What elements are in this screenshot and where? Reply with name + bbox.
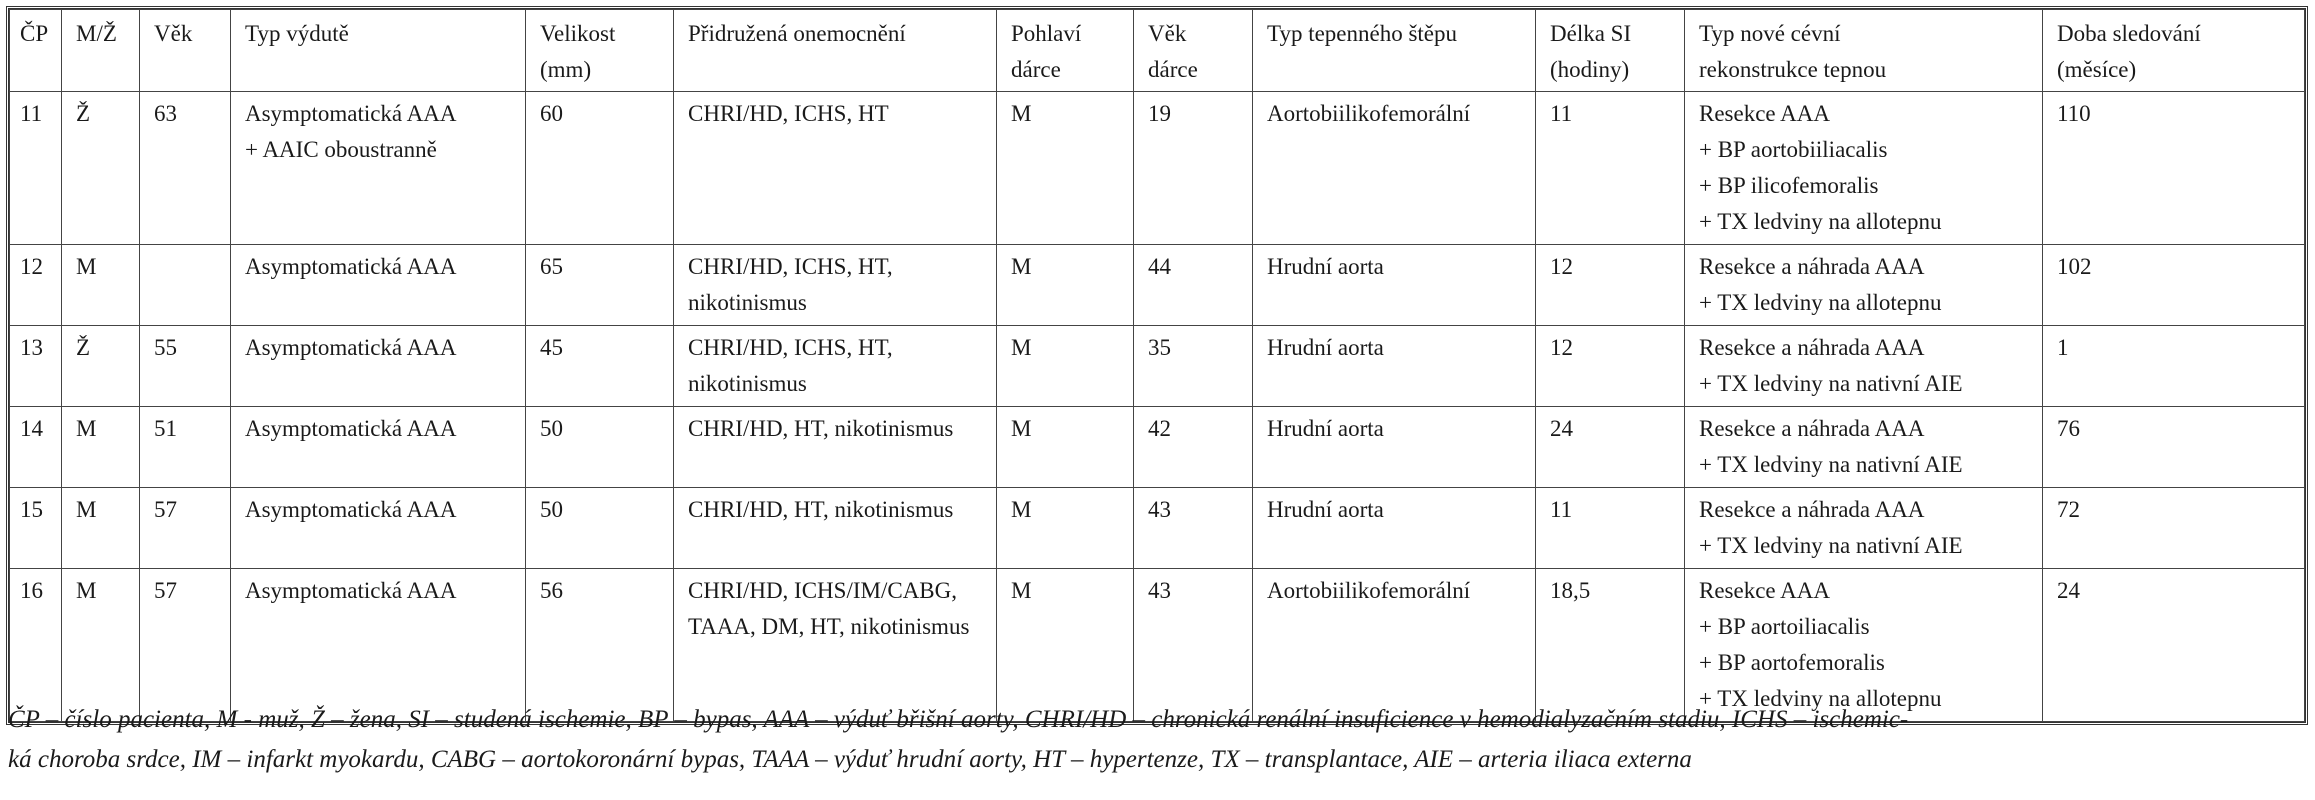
header-onemocneni — [674, 10, 997, 92]
cell-cold-ischemia-value: 24 — [1550, 416, 1573, 441]
header-vek-darce-line: Věk — [1148, 21, 1187, 46]
cell-cp-value: 11 — [20, 101, 43, 126]
cell-reconstruction — [1685, 407, 2043, 488]
cell-reconstruction-line: + TX ledviny na nativní AIE — [1699, 452, 1963, 477]
header-mz — [62, 10, 140, 92]
cell-comorbidities-line: CHRI/HD, ICHS, HT — [688, 101, 889, 126]
cell-sex-value: M — [76, 254, 97, 279]
cell-age — [140, 569, 231, 722]
cell-cp-value: 15 — [20, 497, 43, 522]
cell-graft-type-value: Hrudní aorta — [1267, 335, 1384, 360]
cell-comorbidities — [674, 569, 997, 722]
cell-reconstruction-line: + TX ledviny na allotepnu — [1699, 290, 1942, 315]
cell-age — [140, 407, 231, 488]
cell-size-value: 50 — [540, 497, 563, 522]
cell-aneurysm-type — [231, 326, 526, 407]
header-doba-sledovani-line: (měsíce) — [2057, 57, 2137, 82]
cell-sex-value: M — [76, 497, 97, 522]
cell-reconstruction-line: + TX ledviny na allotepnu — [1699, 209, 1942, 234]
cell-sex — [62, 569, 140, 722]
header-typ-vydute-line: Typ výdutě — [245, 21, 349, 46]
cell-cold-ischemia — [1536, 245, 1685, 326]
cell-age-value: 51 — [154, 416, 177, 441]
cell-cold-ischemia-value: 11 — [1550, 497, 1573, 522]
cell-size-value: 45 — [540, 335, 563, 360]
cell-reconstruction-line: + TX ledviny na nativní AIE — [1699, 371, 1963, 396]
cell-comorbidities-line: CHRI/HD, ICHS, HT, — [688, 254, 893, 279]
header-velikost-line: Velikost — [540, 21, 616, 46]
cell-aneurysm-type-line: Asymptomatická AAA — [245, 416, 457, 441]
cell-follow-up — [2043, 488, 2305, 569]
cell-size — [526, 245, 674, 326]
header-cp-line: ČP — [20, 21, 49, 46]
cell-reconstruction-line: Resekce a náhrada AAA — [1699, 335, 1925, 360]
table-body — [10, 92, 2305, 722]
cell-aneurysm-type-line: Asymptomatická AAA — [245, 578, 457, 603]
cell-reconstruction-line: + BP aortoiliacalis — [1699, 614, 1870, 639]
cell-follow-up-value: 76 — [2057, 416, 2080, 441]
cell-reconstruction — [1685, 326, 2043, 407]
cell-size-value: 65 — [540, 254, 563, 279]
cell-reconstruction — [1685, 569, 2043, 722]
table-row — [10, 92, 2305, 245]
cell-reconstruction — [1685, 488, 2043, 569]
cell-graft-type — [1253, 569, 1536, 722]
cell-sex — [62, 326, 140, 407]
cell-size-value: 56 — [540, 578, 563, 603]
cell-cp — [10, 92, 62, 245]
cell-size — [526, 92, 674, 245]
header-cp — [10, 10, 62, 92]
cell-comorbidities-line: CHRI/HD, ICHS, HT, — [688, 335, 893, 360]
cell-size — [526, 407, 674, 488]
cell-cold-ischemia — [1536, 569, 1685, 722]
header-typ-stepu-line: Typ tepenného štěpu — [1267, 21, 1458, 46]
header-delka-si-line: Délka SI — [1550, 21, 1632, 46]
header-delka-si-line: (hodiny) — [1550, 57, 1630, 82]
cell-comorbidities — [674, 488, 997, 569]
cell-cp-value: 13 — [20, 335, 43, 360]
header-delka-si — [1536, 10, 1685, 92]
cell-donor-age-value: 43 — [1148, 578, 1171, 603]
cell-reconstruction-line: Resekce a náhrada AAA — [1699, 254, 1925, 279]
cell-cold-ischemia-value: 12 — [1550, 335, 1573, 360]
cell-aneurysm-type-line: Asymptomatická AAA — [245, 101, 457, 126]
cell-donor-sex-value: M — [1011, 497, 1032, 522]
cell-age — [140, 92, 231, 245]
header-vek — [140, 10, 231, 92]
cell-follow-up — [2043, 326, 2305, 407]
cell-cp — [10, 569, 62, 722]
cell-graft-type-value: Hrudní aorta — [1267, 497, 1384, 522]
cell-reconstruction — [1685, 245, 2043, 326]
header-pohlavi-darce-line: dárce — [1011, 57, 1061, 82]
cell-follow-up-value: 102 — [2057, 254, 2092, 279]
cell-follow-up-value: 110 — [2057, 101, 2091, 126]
cell-donor-sex-value: M — [1011, 416, 1032, 441]
cell-follow-up — [2043, 92, 2305, 245]
cell-sex-value: M — [76, 416, 97, 441]
cell-reconstruction-line: + TX ledviny na allotepnu — [1699, 686, 1942, 711]
cell-donor-age-value: 42 — [1148, 416, 1171, 441]
cell-reconstruction-line: + TX ledviny na nativní AIE — [1699, 533, 1963, 558]
cell-comorbidities-line: CHRI/HD, ICHS/IM/CABG, — [688, 578, 958, 603]
cell-age-value: 63 — [154, 101, 177, 126]
cell-cold-ischemia-value: 18,5 — [1550, 578, 1591, 603]
cell-aneurysm-type-line: Asymptomatická AAA — [245, 254, 457, 279]
cell-cp-value: 14 — [20, 416, 43, 441]
legend-line-2: ká choroba srdce, IM – infarkt myokardu, CABG – aortokoronární bypas, TAAA – výduť hrudní aorty, HT – hypertenze, TX – transplantace, AIE – arteria iliaca externa — [8, 746, 1692, 773]
cell-donor-sex — [997, 326, 1134, 407]
cell-age — [140, 488, 231, 569]
header-vek-line: Věk — [154, 21, 193, 46]
table-row — [10, 326, 2305, 407]
cell-donor-age-value: 19 — [1148, 101, 1171, 126]
cell-cold-ischemia-value: 11 — [1550, 101, 1573, 126]
cell-size — [526, 326, 674, 407]
cell-follow-up — [2043, 569, 2305, 722]
cell-donor-age — [1134, 245, 1253, 326]
cell-cp-value: 16 — [20, 578, 43, 603]
cell-age — [140, 326, 231, 407]
cell-cold-ischemia — [1536, 488, 1685, 569]
cell-reconstruction-line: Resekce AAA — [1699, 578, 1830, 603]
header-typ-stepu — [1253, 10, 1536, 92]
cell-follow-up — [2043, 407, 2305, 488]
header-velikost-line: (mm) — [540, 57, 592, 82]
cell-size — [526, 488, 674, 569]
cell-follow-up-value: 24 — [2057, 578, 2080, 603]
header-pohlavi-darce-line: Pohlaví — [1011, 21, 1082, 46]
cell-donor-sex — [997, 245, 1134, 326]
cell-donor-age — [1134, 488, 1253, 569]
cell-follow-up-value: 72 — [2057, 497, 2080, 522]
cell-reconstruction-line: + BP aortofemoralis — [1699, 650, 1885, 675]
header-typ-vydute — [231, 10, 526, 92]
cell-cold-ischemia — [1536, 326, 1685, 407]
cell-cp — [10, 407, 62, 488]
cell-graft-type-value: Aortobiilikofemorální — [1267, 101, 1471, 126]
cell-comorbidities-line: CHRI/HD, HT, nikotinismus — [688, 497, 954, 522]
cell-sex-value: Ž — [76, 101, 91, 126]
patient-table — [9, 9, 2305, 722]
cell-donor-sex — [997, 407, 1134, 488]
header-rekonstrukce-line: Typ nové cévní — [1699, 21, 1841, 46]
cell-sex — [62, 92, 140, 245]
cell-graft-type — [1253, 488, 1536, 569]
cell-cold-ischemia-value: 12 — [1550, 254, 1573, 279]
cell-donor-sex — [997, 569, 1134, 722]
cell-age — [140, 245, 231, 326]
cell-reconstruction — [1685, 92, 2043, 245]
cell-aneurysm-type — [231, 245, 526, 326]
cell-graft-type — [1253, 407, 1536, 488]
header-row — [10, 10, 2305, 92]
cell-comorbidities-line: nikotinismus — [688, 290, 807, 315]
cell-aneurysm-type — [231, 569, 526, 722]
cell-donor-sex — [997, 488, 1134, 569]
cell-comorbidities — [674, 407, 997, 488]
cell-donor-age — [1134, 407, 1253, 488]
cell-graft-type-value: Hrudní aorta — [1267, 254, 1384, 279]
table-legend — [8, 700, 2308, 780]
header-vek-darce-line: dárce — [1148, 57, 1198, 82]
cell-comorbidities-line: TAAA, DM, HT, nikotinismus — [688, 614, 970, 639]
cell-comorbidities — [674, 326, 997, 407]
cell-donor-age-value: 44 — [1148, 254, 1171, 279]
cell-sex-value: Ž — [76, 335, 91, 360]
header-doba-sledovani-line: Doba sledování — [2057, 21, 2201, 46]
cell-graft-type — [1253, 92, 1536, 245]
table-row — [10, 488, 2305, 569]
cell-cp — [10, 245, 62, 326]
cell-sex — [62, 488, 140, 569]
cell-aneurysm-type — [231, 407, 526, 488]
header-velikost — [526, 10, 674, 92]
patient-table-frame — [6, 6, 2308, 725]
cell-aneurysm-type-line: Asymptomatická AAA — [245, 335, 457, 360]
cell-sex — [62, 245, 140, 326]
cell-donor-age — [1134, 569, 1253, 722]
cell-reconstruction-line: Resekce a náhrada AAA — [1699, 416, 1925, 441]
cell-size — [526, 569, 674, 722]
table-row — [10, 245, 2305, 326]
header-rekonstrukce-line: rekonstrukce tepnou — [1699, 57, 1887, 82]
cell-aneurysm-type — [231, 488, 526, 569]
cell-size-value: 50 — [540, 416, 563, 441]
header-mz-line: M/Ž — [76, 21, 117, 46]
header-rekonstrukce — [1685, 10, 2043, 92]
cell-sex — [62, 407, 140, 488]
cell-comorbidities-line: CHRI/HD, HT, nikotinismus — [688, 416, 954, 441]
table-row — [10, 407, 2305, 488]
cell-follow-up — [2043, 245, 2305, 326]
cell-donor-age-value: 43 — [1148, 497, 1171, 522]
cell-graft-type-value: Aortobiilikofemorální — [1267, 578, 1471, 603]
cell-donor-sex-value: M — [1011, 335, 1032, 360]
cell-cold-ischemia — [1536, 407, 1685, 488]
header-onemocneni-line: Přidružená onemocnění — [688, 21, 906, 46]
cell-aneurysm-type-line: Asymptomatická AAA — [245, 497, 457, 522]
cell-donor-age-value: 35 — [1148, 335, 1171, 360]
header-pohlavi-darce — [997, 10, 1134, 92]
cell-age-value: 57 — [154, 497, 177, 522]
cell-donor-sex-value: M — [1011, 578, 1032, 603]
cell-cp — [10, 326, 62, 407]
cell-reconstruction-line: Resekce AAA — [1699, 101, 1830, 126]
cell-reconstruction-line: + BP aortobiiliacalis — [1699, 137, 1888, 162]
cell-donor-age — [1134, 92, 1253, 245]
cell-reconstruction-line: + BP ilicofemoralis — [1699, 173, 1879, 198]
cell-graft-type-value: Hrudní aorta — [1267, 416, 1384, 441]
cell-comorbidities — [674, 92, 997, 245]
cell-donor-sex-value: M — [1011, 254, 1032, 279]
cell-reconstruction-line: Resekce a náhrada AAA — [1699, 497, 1925, 522]
cell-donor-sex-value: M — [1011, 101, 1032, 126]
table-row — [10, 569, 2305, 722]
cell-follow-up-value: 1 — [2057, 335, 2069, 360]
cell-aneurysm-type-line: + AAIC oboustranně — [245, 137, 437, 162]
header-vek-darce — [1134, 10, 1253, 92]
cell-cold-ischemia — [1536, 92, 1685, 245]
cell-age-value: 57 — [154, 578, 177, 603]
cell-size-value: 60 — [540, 101, 563, 126]
cell-comorbidities-line: nikotinismus — [688, 371, 807, 396]
cell-graft-type — [1253, 245, 1536, 326]
cell-cp-value: 12 — [20, 254, 43, 279]
cell-cp — [10, 488, 62, 569]
header-doba-sledovani — [2043, 10, 2305, 92]
cell-sex-value: M — [76, 578, 97, 603]
cell-donor-age — [1134, 326, 1253, 407]
legend-line-1: ČP – číslo pacienta, M - muž, Ž – žena, SI – studená ischemie, BP – bypas, AAA – výduť břišní aorty, CHRI/HD – chronická renální insuficience v hemodialyzačním stadiu, ICHS – ischemic- — [8, 706, 1909, 733]
cell-age-value: 55 — [154, 335, 177, 360]
cell-donor-sex — [997, 92, 1134, 245]
cell-comorbidities — [674, 245, 997, 326]
cell-aneurysm-type — [231, 92, 526, 245]
cell-graft-type — [1253, 326, 1536, 407]
